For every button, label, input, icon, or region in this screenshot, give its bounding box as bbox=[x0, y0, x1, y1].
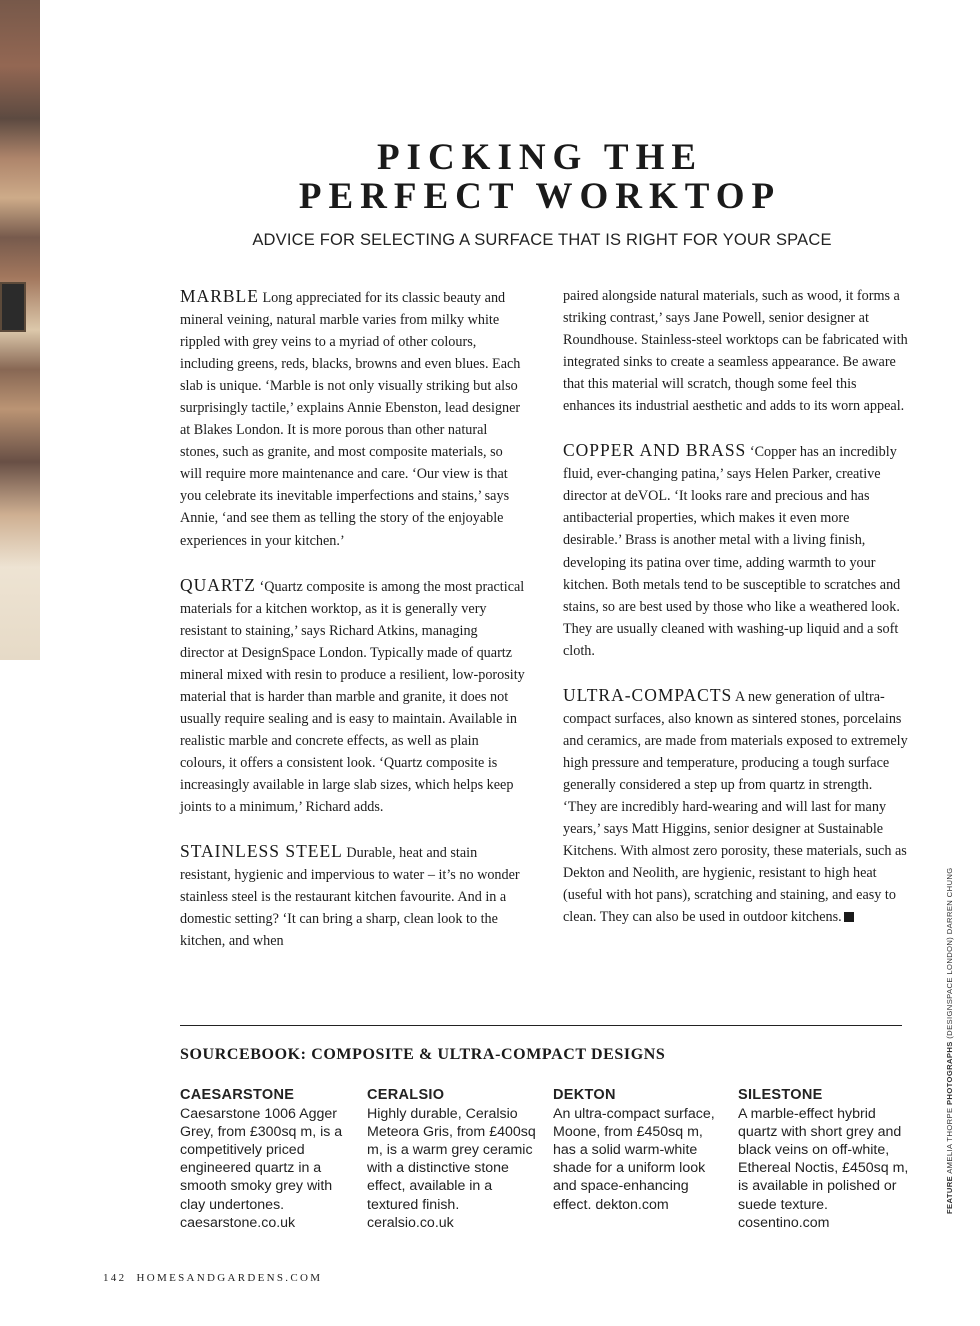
photo-frame-detail bbox=[0, 282, 26, 332]
credit-photos-label: PHOTOGRAPHS bbox=[945, 1041, 954, 1106]
credit-photos-name: (DESIGNSPACE LONDON) DARREN CHUNG bbox=[945, 867, 954, 1039]
title-line-1: PICKING THE bbox=[376, 137, 704, 178]
sourcebook-brand: CERALSIO bbox=[367, 1087, 445, 1103]
section-stainless-continued: paired alongside natural materials, such as wood, it forms a striking contrast,’ says Jane Powell, senior designer at Roundhouse. Stainless-steel worktops can be fabricated with integrated sinks to create a seamless appearance. Be aware that this material will scratch, though some feel this enhances its industrial aesthetic and adds to its worn appeal. bbox=[563, 288, 908, 415]
sourcebook-brand: CAESARSTONE bbox=[180, 1087, 295, 1103]
section-ultra bbox=[563, 684, 908, 929]
sourcebook-item-silestone bbox=[738, 1086, 910, 1232]
section-quartz bbox=[180, 574, 525, 819]
sourcebook-item-caesarstone bbox=[180, 1086, 352, 1232]
sourcebook-item-dekton bbox=[553, 1086, 725, 1214]
sourcebook-text: Highly durable, Ceralsio Meteora Gris, from £400sq m, is a warm grey ceramic with a distinctive stone effect, available in a textured finish. ceralsio.co.uk bbox=[367, 1106, 536, 1231]
article-column-left bbox=[180, 285, 525, 974]
sourcebook-text: Caesarstone 1006 Agger Grey, from £300sq m, is a competitively priced engineered quartz in a smooth smoky grey with clay undertones. caesarstone.co.uk bbox=[180, 1106, 343, 1231]
end-mark-icon bbox=[844, 912, 854, 922]
site-name: HOMESANDGARDENS.COM bbox=[136, 1272, 323, 1284]
section-text-copper: ‘Copper has an incredibly fluid, ever-changing patina,’ says Helen Parker, creative director at deVOL. ‘It looks rare and precious and has antibacterial properties, which makes it even more desirable.’ Brass is another metal with a living finish, developing its patina over time, adding warmth to your kitchen. Both metals tend to be susceptible to scratches and stains, so are best used by those who like a weathered look. They are usually cleaned with washing-up liquid and a soft cloth. bbox=[563, 444, 901, 659]
section-copper bbox=[563, 439, 908, 661]
article-column-right bbox=[563, 285, 908, 950]
section-stainless bbox=[180, 840, 525, 952]
section-text-ultra: A new generation of ultra-compact surfaces, also known as sintered stones, porcelains and ceramics, are made from materials exposed to extremely high pressure and temperature, producing a tough surface generally considered a step up from quartz in strength. ‘They are incredibly hard-wearing and will last for many years,’ says Matt Higgins, senior designer at Sustainable Kitchens. With almost zero porosity, these materials, such as Dekton and Neolith, are hygienic, resistant to high heat (useful with hot pans), scratching and staining, and easy to clean. They can also be used in outdoor kitchens. bbox=[563, 688, 908, 926]
page-subtitle: ADVICE FOR SELECTING A SURFACE THAT IS RIGHT FOR YOUR SPACE bbox=[252, 231, 832, 249]
section-marble bbox=[180, 285, 525, 552]
sourcebook-brand: DEKTON bbox=[553, 1087, 616, 1103]
section-text-quartz: ‘Quartz composite is among the most practical materials for a kitchen worktop, as it is generally very resistant to staining,’ says Richard Atkins, managing director at DesignSpace London. Typically made of quartz mineral mixed with resin to produce a resilient, low-porosity material that is harder than marble and granite, it does not usually require sealing and is easy to maintain. Available in realistic marble and concrete effects, as well as plain colours, it offers a consistent look. ‘Quartz composite is increasingly available in large slab sizes, which helps keep joints to a minimum,’ Richard adds. bbox=[180, 578, 525, 816]
title-line-2: PERFECT WORKTOP bbox=[298, 176, 782, 217]
page-footer bbox=[103, 1272, 322, 1284]
section-divider bbox=[180, 1025, 902, 1026]
section-text-stainless: Durable, heat and stain resistant, hygienic and impervious to water – it’s no wonder stainless steel is the restaurant kitchen favourite. And in a domestic setting? ‘It can bring a sharp, clean look to the kitchen, and when bbox=[180, 845, 520, 950]
sourcebook-title: SOURCEBOOK: COMPOSITE & ULTRA-COMPACT DESIGNS bbox=[180, 1046, 666, 1063]
sourcebook-brand: SILESTONE bbox=[738, 1087, 823, 1103]
page-title bbox=[0, 138, 980, 216]
section-text-marble: Long appreciated for its classic beauty and mineral veining, natural marble varies from milky white rippled with grey veins to a myriad of other colours, including greens, reds, blacks, browns and even blues. Each slab is unique. ‘Marble is not only visually striking but also surprisingly tactile,’ explains Annie Ebenston, lead designer at Blakes London. It is more porous than other natural stones, such as granite, and most composite materials, so will require more maintenance and care. ‘Our view is that you celebrate its inevitable imperfections and stains,’ says Annie, ‘and see them as telling the story of the enjoyable experiences in your kitchen.’ bbox=[180, 290, 521, 549]
section-lead-stainless: STAINLESS STEEL bbox=[180, 841, 343, 862]
section-lead-marble: MARBLE bbox=[180, 286, 259, 306]
section-lead-quartz: QUARTZ bbox=[180, 574, 256, 595]
credit-feature-label: FEATURE bbox=[945, 1175, 954, 1214]
credit-feature-name: AMELIA THORPE bbox=[945, 1107, 954, 1174]
section-lead-ultra: ULTRA-COMPACTS bbox=[563, 684, 733, 705]
sourcebook-item-ceralsio bbox=[367, 1086, 539, 1232]
section-lead-copper: COPPER AND BRASS bbox=[563, 440, 747, 461]
page-number: 142 bbox=[103, 1272, 127, 1284]
sourcebook-text: A marble-effect hybrid quartz with short grey and black veins on off-white, Ethereal Noctis, £450sq m, is available in polished or suede texture. cosentino.com bbox=[738, 1106, 909, 1231]
sourcebook-text: An ultra-compact surface, Moone, from £450sq m, has a solid warm-white shade for a uniform look and space-enhancing effect. dekton.com bbox=[553, 1106, 715, 1213]
photo-credit bbox=[945, 867, 954, 1214]
